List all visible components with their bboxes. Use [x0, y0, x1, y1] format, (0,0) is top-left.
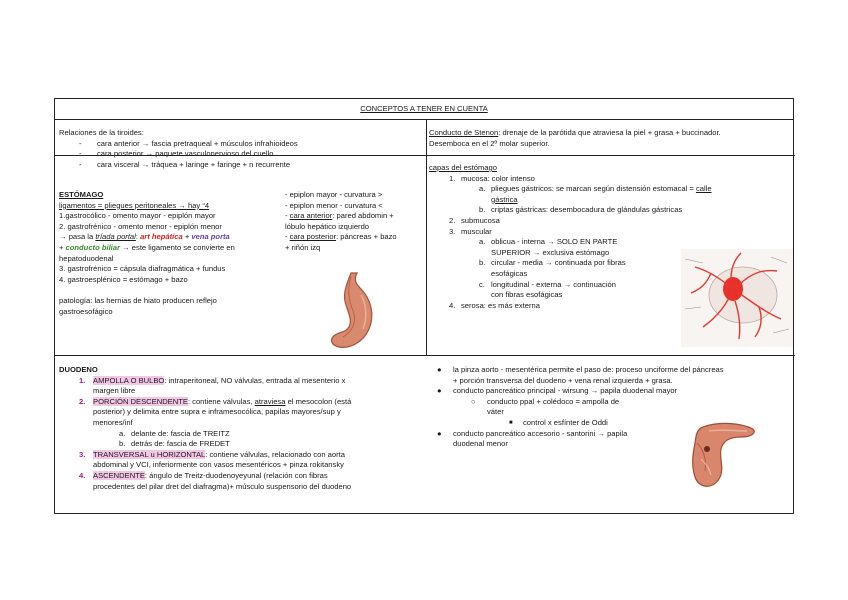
- list-item: ○ conducto ppal + colédoco = ampolla de: [471, 396, 620, 406]
- list-item: ● la pinza aorto - mesentérica permite el paso de: proceso unciforme del páncreas: [437, 365, 724, 374]
- conducto-biliar-line: + conducto biliar → este ligamento se convierte en: [59, 242, 235, 252]
- list-item: abdominal y VCI, inferiormente con vasos mesentéricos + pinza rokitansky: [93, 460, 344, 470]
- list-item: esofágicas: [491, 268, 528, 278]
- list-item: a. delante de: fascia de TREITZ: [119, 428, 230, 438]
- cara-posterior-2: + riñón izq: [285, 242, 321, 252]
- vena-porta: vena porta: [191, 232, 230, 242]
- concepts-sheet: [54, 98, 794, 514]
- list-item: b. criptas gástricas: desembocadura de glándulas gástricas: [479, 205, 683, 215]
- stomach-image: [327, 271, 379, 351]
- ligamento-4: 4. gastroesplénico = estómago + bazo: [59, 274, 188, 284]
- stenon-text-2: Desemboca en el 2º molar superior.: [429, 138, 550, 148]
- page-title-row: [55, 99, 793, 120]
- duodeno-section: [59, 365, 425, 492]
- list-item: + porción transversa del duodeno + vena renal izquierda + grasa.: [453, 375, 673, 385]
- estomago-section: [59, 190, 289, 317]
- list-item: - cara anterior → fascia pretraqueal + músculos infrahioideos: [79, 138, 298, 148]
- arteria-hepatica: art hepática: [140, 232, 183, 242]
- epiplon-menor: - epiplon menor - curvatura <: [285, 200, 383, 210]
- ligamento-2: 2. gastrofrénico - omento menor - epiplón menor: [59, 221, 222, 231]
- list-item: ■ control x esfínter de Oddi: [509, 417, 608, 427]
- duodeno-heading: DUODENO: [59, 365, 98, 374]
- list-item: 1. mucosa: color intenso: [449, 173, 535, 183]
- list-item: - cara visceral → tráquea + laringe + faringe + n recurrente: [79, 159, 291, 169]
- list-item: b. circular - media → continuada por fibras: [479, 258, 626, 268]
- list-item: b. detrás de: fascia de FREDET: [119, 439, 230, 449]
- list-item: menores/inf: [93, 417, 133, 427]
- list-item: 4. ASCENDENTE: ángulo de Treitz-duodenoyeyunal (relación con fibras: [79, 470, 328, 480]
- list-item: 2. PORCIÓN DESCENDENTE: contiene válvulas, atraviesa el mesocolon (está: [79, 396, 352, 406]
- list-item: 1. AMPOLLA O BULBO: intraperitoneal, NO válvulas, entrada al mesenterio x: [79, 375, 346, 385]
- divider: [426, 155, 795, 156]
- tiroides-section: [59, 128, 425, 170]
- list-item: - cara posterior → paquete vasculonervioso del cuello: [79, 149, 274, 159]
- stenon-term: Conducto de Stenon: [429, 128, 499, 137]
- ligamento-1: 1.gastrocólico - omento mayor - epiplón mayor: [59, 211, 216, 221]
- capas-heading: capas del estómago: [429, 163, 497, 172]
- epiplon-mayor: - epiplon mayor - curvatura >: [285, 190, 383, 199]
- divider: [426, 119, 427, 355]
- list-item: váter: [487, 407, 504, 417]
- cara-anterior-2: lóbulo hepático izquierdo: [285, 221, 370, 231]
- list-item: c. longitudinal - externa → continuación: [479, 279, 616, 289]
- estomago-heading: ESTÓMAGO: [59, 190, 104, 199]
- stenon-text: : drenaje de la parótida que atraviesa la piel + grasa + buccinador.: [498, 128, 721, 137]
- pancreas-image: [689, 419, 757, 491]
- list-item: a. pliegues gástricos: se marcan según distensión estomacal = calle: [479, 184, 712, 194]
- ligamento-3: 3. gastrofrénico = cápsula diafragmática + fundus: [59, 264, 226, 274]
- list-item: 3. muscular: [449, 226, 492, 236]
- estomago-caras: [285, 190, 425, 254]
- stomach-vessels-diagram: [681, 249, 793, 347]
- list-item: a. oblicua - interna → SOLO EN PARTE: [479, 237, 618, 247]
- list-item: 3. TRANSVERSAL u HORIZONTAL: contiene válvulas, relacionado con aorta: [79, 449, 345, 459]
- list-item: ● conducto pancreático principal - wirsung → papila duodenal mayor: [437, 386, 678, 396]
- list-item: procedentes del pilar dret del diafragma)+ músculo suspensorio del duodeno: [93, 481, 352, 491]
- list-item: duodenal menor: [453, 439, 508, 449]
- ligamentos-heading: ligamentos = pliegues peritoneales → hay “4: [59, 200, 210, 210]
- page-title: CONCEPTOS A TENER EN CUENTA: [360, 104, 488, 113]
- cara-posterior: - cara posterior: páncreas + bazo: [285, 232, 397, 242]
- list-item: SUPERIOR → exclusiva estómago: [491, 247, 610, 257]
- list-item: 4. serosa: es más externa: [449, 300, 540, 310]
- list-item: con fibras esofágicas: [491, 290, 563, 300]
- hepatoduodenal: hepatoduodenal: [59, 253, 114, 263]
- list-item: 2. submucosa: [449, 215, 500, 225]
- triada-portal-line: → pasa la tríada portal: art hepática + vena porta: [59, 232, 230, 242]
- list-item: posterior) y delimita entre supra e inframesocólica, papilas mayores/sup y: [93, 407, 341, 417]
- stenon-section: [429, 128, 793, 149]
- triada-portal: tríada portal: [95, 232, 136, 242]
- list-item: margen libre: [93, 386, 136, 396]
- patologia: patología: las hernias de hiato producen reflejo: [59, 295, 217, 305]
- list-item: ● conducto pancreático accesorio - santorini → papila: [437, 428, 628, 438]
- patologia-2: gastroesofágico: [59, 306, 113, 316]
- list-item: gástrica: [491, 194, 518, 204]
- conducto-biliar: conducto biliar: [65, 242, 120, 252]
- cara-anterior: - cara anterior: pared abdomin +: [285, 211, 394, 221]
- divider: [55, 355, 795, 356]
- tiroides-heading: Relaciones de la tiroides:: [59, 128, 144, 137]
